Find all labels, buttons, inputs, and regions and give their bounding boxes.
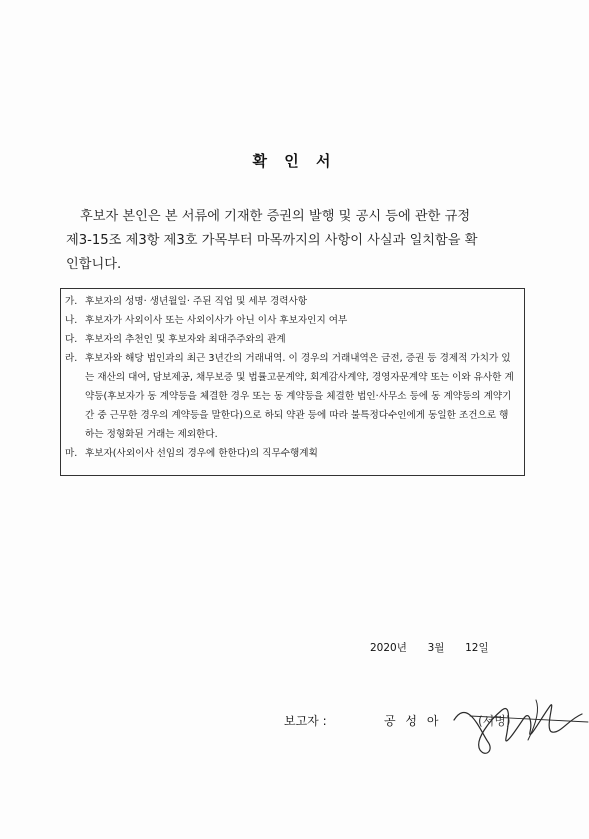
date-month: 3월 xyxy=(427,642,445,654)
reporter-label: 보고자 : xyxy=(284,714,327,728)
list-item xyxy=(65,311,524,330)
statement-line-2: 제3-15조 제3항 제3호 가목부터 마목까지의 사항이 사실과 일치함을 확 xyxy=(66,233,478,248)
item-marker: 마. xyxy=(65,448,78,459)
item-marker: 나. xyxy=(65,315,78,326)
signature-placeholder: (서명) xyxy=(478,714,511,728)
list-item xyxy=(65,292,524,311)
item-text: 후보자가 사외이사 또는 사외이사가 아닌 이사 후보자인지 여부 xyxy=(85,315,348,326)
date-day: 12일 xyxy=(465,642,489,654)
statement-line-3: 인합니다. xyxy=(66,257,122,272)
item-text: 후보자의 성명· 생년월일· 주된 직업 및 세부 경력사항 xyxy=(85,296,308,307)
handwritten-signature-icon xyxy=(440,680,589,770)
statement-line-1: 후보자 본인은 본 서류에 기재한 증권의 발행 및 공시 등에 관한 규정 xyxy=(80,209,471,224)
item-marker: 가. xyxy=(65,296,78,307)
document-date xyxy=(370,640,489,655)
list-item xyxy=(65,444,524,463)
confirmed-items-box xyxy=(60,288,525,476)
list-item xyxy=(65,349,524,444)
item-marker: 라. xyxy=(65,353,78,364)
list-item xyxy=(65,330,524,349)
item-marker: 다. xyxy=(65,334,78,345)
reporter-name: 공 성 아 xyxy=(384,714,442,728)
item-text: 후보자(사외이사 선임의 경우에 한한다)의 직무수행계획 xyxy=(85,448,318,459)
item-text: 후보자의 추천인 및 후보자와 최대주주와의 관계 xyxy=(85,334,286,345)
confirmation-statement xyxy=(66,205,524,277)
date-year: 2020년 xyxy=(370,642,407,654)
document-title: 확 인 서 xyxy=(252,152,337,170)
item-text: 후보자와 해당 법인과의 최근 3년간의 거래내역. 이 경우의 거래내역은 금전, 증권 등 경제적 가치가 있는 재산의 대여, 담보제공, 채무보증 및 법률고문계약, 회계감사계약, 경영자문계약 또는 이와 유사한 계약등(후보자가 동 계약등을 체결한 경우 또는 동 계약등을 체결한 법인·사무소 등에 동 계약등의 계약기간 중 근무한 경우의 계약등을 말한다)으로 하되 약관 등에 따라 불특정다수인에게 동일한 조건으로 행하는 정형화된 거래는 제외한다. xyxy=(85,353,514,440)
